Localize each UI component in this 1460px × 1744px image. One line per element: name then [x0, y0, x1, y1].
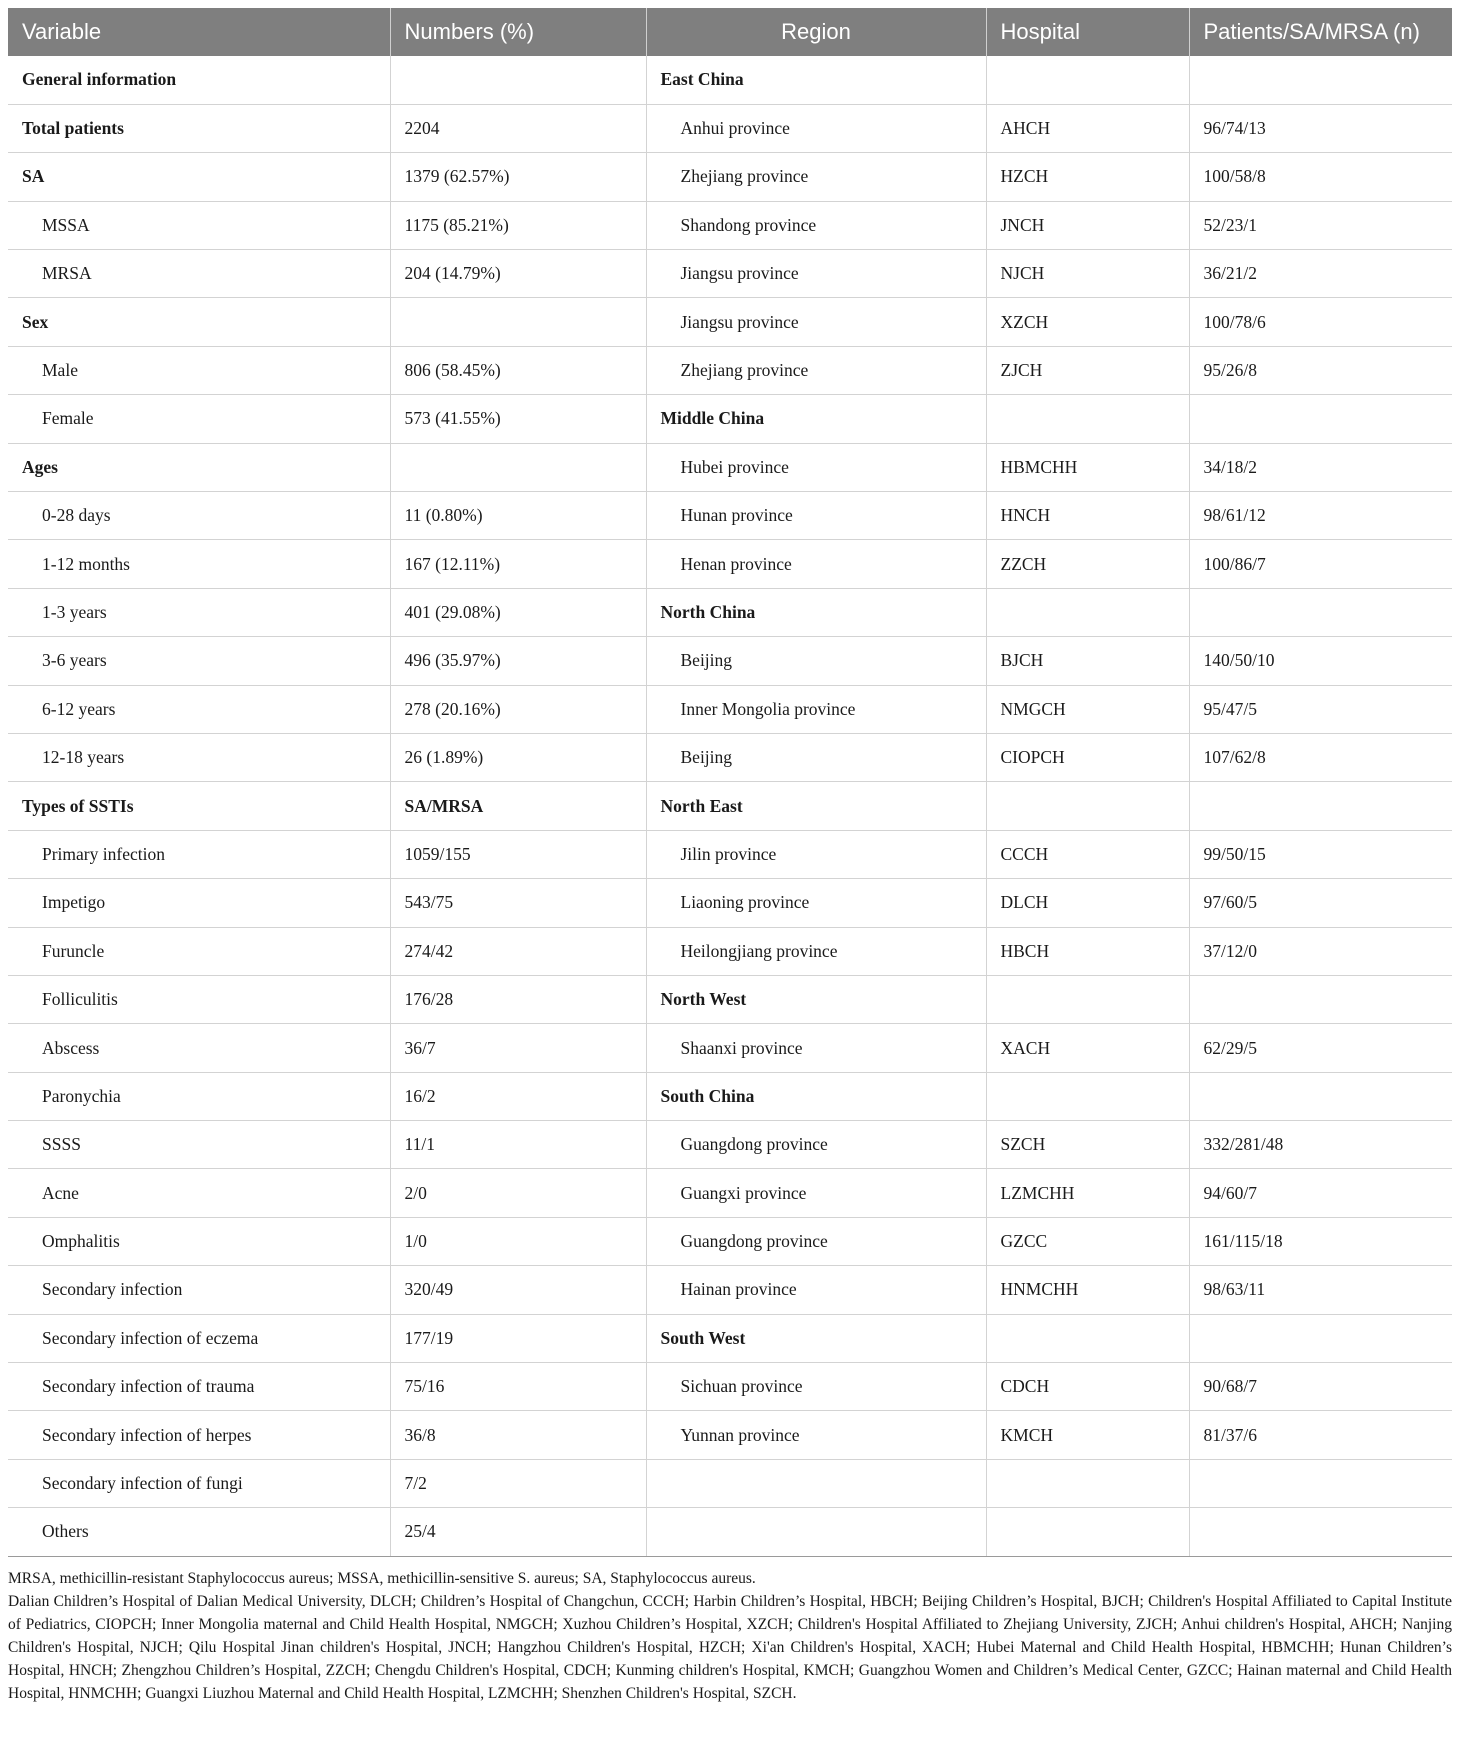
cell-patients: 94/60/7	[1189, 1169, 1452, 1217]
cell-hospital: ZZCH	[986, 540, 1189, 588]
cell-variable: Abscess	[8, 1024, 390, 1072]
table-row	[8, 1266, 1452, 1314]
cell-patients	[1189, 1314, 1452, 1362]
cell-hospital: HBMCHH	[986, 443, 1189, 491]
table-row	[8, 588, 1452, 636]
table-footnotes	[8, 1567, 1452, 1705]
table-row	[8, 685, 1452, 733]
cell-numbers: 543/75	[390, 879, 646, 927]
cell-region	[646, 1459, 986, 1507]
table-row	[8, 1363, 1452, 1411]
header-patients: Patients/SA/MRSA (n)	[1189, 8, 1452, 56]
table-row	[8, 443, 1452, 491]
cell-hospital: BJCH	[986, 637, 1189, 685]
cell-numbers: 176/28	[390, 975, 646, 1023]
cell-variable: Ages	[8, 443, 390, 491]
cell-numbers: 2/0	[390, 1169, 646, 1217]
cell-region: Hunan province	[646, 492, 986, 540]
cell-region: Sichuan province	[646, 1363, 986, 1411]
cell-variable: Total patients	[8, 104, 390, 152]
header-variable: Variable	[8, 8, 390, 56]
cell-variable: Sex	[8, 298, 390, 346]
cell-region: Zhejiang province	[646, 346, 986, 394]
cell-hospital: HZCH	[986, 153, 1189, 201]
cell-hospital: DLCH	[986, 879, 1189, 927]
cell-variable: Secondary infection of trauma	[8, 1363, 390, 1411]
cell-region: Inner Mongolia province	[646, 685, 986, 733]
cell-hospital: SZCH	[986, 1121, 1189, 1169]
cell-region: Beijing	[646, 637, 986, 685]
cell-hospital: CCCH	[986, 830, 1189, 878]
cell-variable: 0-28 days	[8, 492, 390, 540]
table-row	[8, 492, 1452, 540]
cell-numbers: 1059/155	[390, 830, 646, 878]
cell-region: East China	[646, 56, 986, 104]
cell-hospital	[986, 1072, 1189, 1120]
cell-numbers: 25/4	[390, 1508, 646, 1556]
cell-numbers: 320/49	[390, 1266, 646, 1314]
table-row	[8, 540, 1452, 588]
cell-patients: 98/63/11	[1189, 1266, 1452, 1314]
table-row	[8, 1459, 1452, 1507]
cell-hospital	[986, 588, 1189, 636]
table-row	[8, 927, 1452, 975]
cell-numbers: 11/1	[390, 1121, 646, 1169]
cell-variable: Secondary infection of eczema	[8, 1314, 390, 1362]
cell-variable: MSSA	[8, 201, 390, 249]
cell-region: Guangdong province	[646, 1217, 986, 1265]
table-row	[8, 879, 1452, 927]
cell-variable: Acne	[8, 1169, 390, 1217]
cell-patients: 97/60/5	[1189, 879, 1452, 927]
cell-variable: SSSS	[8, 1121, 390, 1169]
cell-patients	[1189, 975, 1452, 1023]
cell-region: North China	[646, 588, 986, 636]
cell-region: Anhui province	[646, 104, 986, 152]
cell-patients: 107/62/8	[1189, 733, 1452, 781]
cell-region: Guangxi province	[646, 1169, 986, 1217]
cell-hospital: ZJCH	[986, 346, 1189, 394]
table-row	[8, 1121, 1452, 1169]
table-row	[8, 1169, 1452, 1217]
cell-region: Hainan province	[646, 1266, 986, 1314]
header-hospital: Hospital	[986, 8, 1189, 56]
cell-hospital	[986, 1508, 1189, 1556]
cell-numbers: 36/7	[390, 1024, 646, 1072]
cell-patients: 98/61/12	[1189, 492, 1452, 540]
cell-region: South China	[646, 1072, 986, 1120]
cell-numbers	[390, 298, 646, 346]
cell-hospital	[986, 1314, 1189, 1362]
cell-variable: 1-3 years	[8, 588, 390, 636]
cell-region: Guangdong province	[646, 1121, 986, 1169]
cell-patients: 96/74/13	[1189, 104, 1452, 152]
cell-patients: 100/86/7	[1189, 540, 1452, 588]
cell-patients: 36/21/2	[1189, 250, 1452, 298]
cell-hospital	[986, 975, 1189, 1023]
cell-patients	[1189, 1072, 1452, 1120]
cell-numbers: 1175 (85.21%)	[390, 201, 646, 249]
cell-numbers: 401 (29.08%)	[390, 588, 646, 636]
cell-hospital: KMCH	[986, 1411, 1189, 1459]
cell-region: Shandong province	[646, 201, 986, 249]
cell-region: North West	[646, 975, 986, 1023]
cell-variable: SA	[8, 153, 390, 201]
cell-hospital: CIOPCH	[986, 733, 1189, 781]
cell-numbers: 806 (58.45%)	[390, 346, 646, 394]
cell-variable: 1-12 months	[8, 540, 390, 588]
cell-patients: 62/29/5	[1189, 1024, 1452, 1072]
cell-patients: 99/50/15	[1189, 830, 1452, 878]
table-row	[8, 395, 1452, 443]
cell-hospital	[986, 56, 1189, 104]
table-body	[8, 56, 1452, 1556]
footnote-hospitals: Dalian Children’s Hospital of Dalian Medical University, DLCH; Children’s Hospital of Changchun, CCCH; Harbin Children’s Hospital, HBCH; Beijing Children’s Hospital, BJCH; Children's Hospital Affiliated to Capital Institute of Pediatrics, CIOPCH; Inner Mongolia maternal and Child Health Hospital, NMGCH; Xuzhou Children’s Hospital, XZCH; Children's Hospital Affiliated to Zhejiang University, ZJCH; Anhui children's Hospital, AHCH; Nanjing Children's Hospital, NJCH; Qilu Hospital Jinan children's Hospital, JNCH; Hangzhou Children's Hospital, HZCH; Xi'an Children's Hospital, XACH; Hubei Maternal and Child Health Hospital, HBMCHH; Hunan Children’s Hospital, HNCH; Zhengzhou Children’s Hospital, ZZCH; Chengdu Children's Hospital, CDCH; Kunming children's Hospital, KMCH; Guangzhou Women and Children’s Medical Center, GZCC; Hainan maternal and Child Health Hospital, HNMCHH; Guangxi Liuzhou Maternal and Child Health Hospital, LZMCHH; Shenzhen Children's Hospital, SZCH.	[8, 1592, 1452, 1702]
cell-patients: 95/47/5	[1189, 685, 1452, 733]
cell-variable: Others	[8, 1508, 390, 1556]
cell-patients: 52/23/1	[1189, 201, 1452, 249]
cell-numbers: 274/42	[390, 927, 646, 975]
cell-variable: Male	[8, 346, 390, 394]
cell-variable: Furuncle	[8, 927, 390, 975]
cell-hospital: NJCH	[986, 250, 1189, 298]
cell-variable: 6-12 years	[8, 685, 390, 733]
cell-variable: 12-18 years	[8, 733, 390, 781]
document-page	[8, 8, 1452, 1705]
header-region: Region	[646, 8, 986, 56]
cell-variable: Secondary infection of herpes	[8, 1411, 390, 1459]
cell-numbers: 26 (1.89%)	[390, 733, 646, 781]
cell-patients: 37/12/0	[1189, 927, 1452, 975]
cell-hospital	[986, 1459, 1189, 1507]
cell-variable: Impetigo	[8, 879, 390, 927]
cell-patients: 140/50/10	[1189, 637, 1452, 685]
cell-region: Jiangsu province	[646, 298, 986, 346]
cell-region: South West	[646, 1314, 986, 1362]
table-row	[8, 637, 1452, 685]
cell-region: Jiangsu province	[646, 250, 986, 298]
table-row	[8, 153, 1452, 201]
table-row	[8, 1508, 1452, 1556]
cell-region: Hubei province	[646, 443, 986, 491]
cell-hospital: HNCH	[986, 492, 1189, 540]
table-header-row	[8, 8, 1452, 56]
table-row	[8, 1072, 1452, 1120]
cell-patients: 100/58/8	[1189, 153, 1452, 201]
cell-variable: General information	[8, 56, 390, 104]
table-row	[8, 975, 1452, 1023]
table-row	[8, 1411, 1452, 1459]
cell-hospital	[986, 782, 1189, 830]
table-row	[8, 1217, 1452, 1265]
cell-numbers: 167 (12.11%)	[390, 540, 646, 588]
table-row	[8, 782, 1452, 830]
cell-patients	[1189, 1459, 1452, 1507]
cell-variable: Types of SSTIs	[8, 782, 390, 830]
cell-numbers: 573 (41.55%)	[390, 395, 646, 443]
cell-patients	[1189, 1508, 1452, 1556]
cell-region: North East	[646, 782, 986, 830]
cell-variable: Folliculitis	[8, 975, 390, 1023]
cell-numbers: 278 (20.16%)	[390, 685, 646, 733]
table-row	[8, 830, 1452, 878]
cell-region: Jilin province	[646, 830, 986, 878]
cell-numbers: 36/8	[390, 1411, 646, 1459]
cell-patients: 81/37/6	[1189, 1411, 1452, 1459]
data-table	[8, 8, 1452, 1557]
table-row	[8, 733, 1452, 781]
cell-numbers: 7/2	[390, 1459, 646, 1507]
cell-hospital: HBCH	[986, 927, 1189, 975]
table-row	[8, 250, 1452, 298]
cell-hospital: AHCH	[986, 104, 1189, 152]
cell-region: Zhejiang province	[646, 153, 986, 201]
table-row	[8, 201, 1452, 249]
cell-hospital: HNMCHH	[986, 1266, 1189, 1314]
header-numbers: Numbers (%)	[390, 8, 646, 56]
cell-hospital	[986, 395, 1189, 443]
cell-patients	[1189, 588, 1452, 636]
cell-hospital: GZCC	[986, 1217, 1189, 1265]
cell-patients: 95/26/8	[1189, 346, 1452, 394]
cell-patients	[1189, 782, 1452, 830]
cell-patients: 90/68/7	[1189, 1363, 1452, 1411]
table-row	[8, 1024, 1452, 1072]
cell-numbers: 16/2	[390, 1072, 646, 1120]
cell-numbers: 204 (14.79%)	[390, 250, 646, 298]
cell-variable: 3-6 years	[8, 637, 390, 685]
cell-variable: Primary infection	[8, 830, 390, 878]
cell-hospital: CDCH	[986, 1363, 1189, 1411]
cell-variable: Omphalitis	[8, 1217, 390, 1265]
cell-hospital: LZMCHH	[986, 1169, 1189, 1217]
cell-region: Beijing	[646, 733, 986, 781]
cell-patients: 34/18/2	[1189, 443, 1452, 491]
cell-region: Liaoning province	[646, 879, 986, 927]
cell-variable: Female	[8, 395, 390, 443]
cell-variable: Secondary infection	[8, 1266, 390, 1314]
cell-region: Henan province	[646, 540, 986, 588]
cell-variable: Paronychia	[8, 1072, 390, 1120]
cell-region: Yunnan province	[646, 1411, 986, 1459]
footnote-abbreviations: MRSA, methicillin-resistant Staphylococcus aureus; MSSA, methicillin-sensitive S. aureus; SA, Staphylococcus aureus.	[8, 1569, 756, 1587]
cell-variable: Secondary infection of fungi	[8, 1459, 390, 1507]
cell-hospital: XZCH	[986, 298, 1189, 346]
cell-numbers: SA/MRSA	[390, 782, 646, 830]
cell-patients	[1189, 56, 1452, 104]
cell-region	[646, 1508, 986, 1556]
table-row	[8, 346, 1452, 394]
cell-patients: 161/115/18	[1189, 1217, 1452, 1265]
cell-patients: 332/281/48	[1189, 1121, 1452, 1169]
table-row	[8, 104, 1452, 152]
cell-numbers: 496 (35.97%)	[390, 637, 646, 685]
table-row	[8, 56, 1452, 104]
cell-numbers: 177/19	[390, 1314, 646, 1362]
cell-hospital: NMGCH	[986, 685, 1189, 733]
cell-numbers: 2204	[390, 104, 646, 152]
cell-region: Heilongjiang province	[646, 927, 986, 975]
cell-numbers: 1379 (62.57%)	[390, 153, 646, 201]
cell-variable: MRSA	[8, 250, 390, 298]
cell-numbers: 1/0	[390, 1217, 646, 1265]
cell-patients: 100/78/6	[1189, 298, 1452, 346]
cell-numbers: 11 (0.80%)	[390, 492, 646, 540]
cell-numbers: 75/16	[390, 1363, 646, 1411]
cell-patients	[1189, 395, 1452, 443]
cell-region: Shaanxi province	[646, 1024, 986, 1072]
table-row	[8, 1314, 1452, 1362]
cell-hospital: JNCH	[986, 201, 1189, 249]
cell-hospital: XACH	[986, 1024, 1189, 1072]
cell-numbers	[390, 443, 646, 491]
cell-region: Middle China	[646, 395, 986, 443]
table-row	[8, 298, 1452, 346]
cell-numbers	[390, 56, 646, 104]
